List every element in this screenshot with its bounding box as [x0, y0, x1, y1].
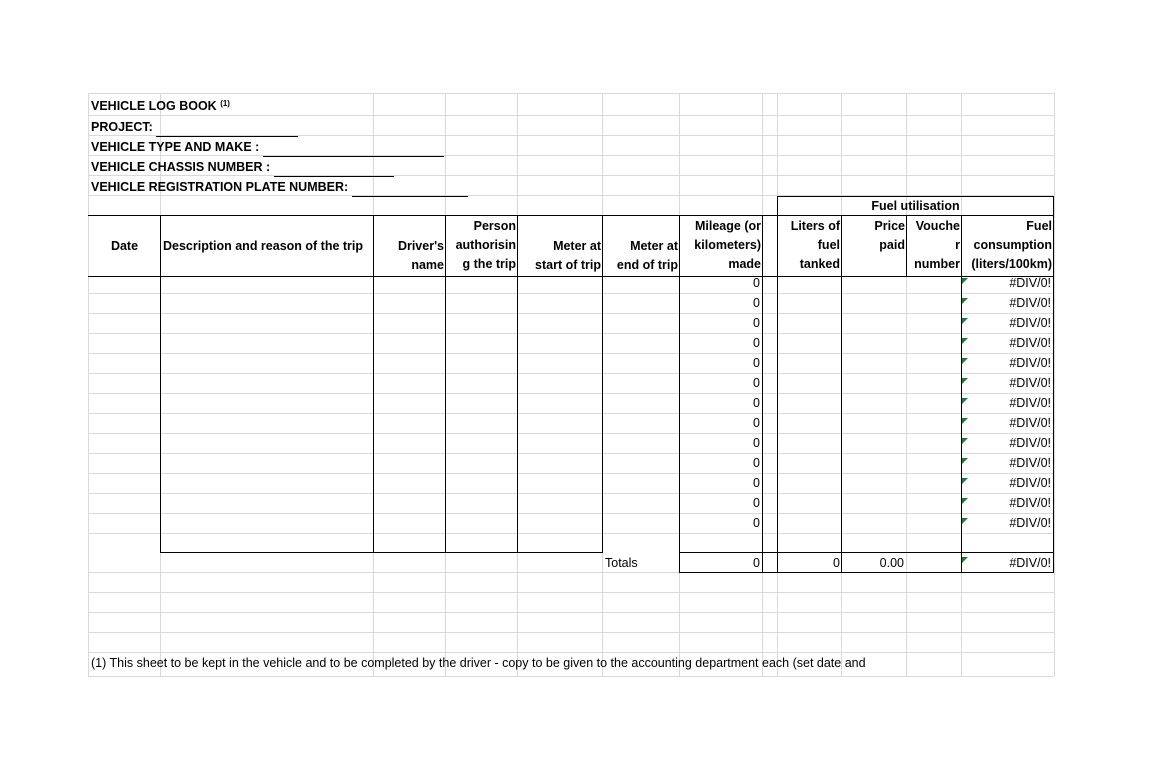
header-line: paid [879, 238, 905, 252]
gridline [88, 373, 1054, 374]
error-indicator-icon [962, 358, 968, 364]
registration-plate-input-line[interactable] [352, 184, 468, 197]
header-line: kilometers) [694, 238, 761, 252]
header-line: number [914, 257, 960, 271]
header-line: authorisin [455, 238, 516, 252]
error-indicator-icon [962, 338, 968, 344]
error-indicator-icon [962, 398, 968, 404]
table-body-bottom-border [160, 552, 603, 553]
error-indicator-icon [962, 518, 968, 524]
column-header-consumption [962, 217, 1052, 274]
mileage-cell[interactable]: 0 [753, 416, 760, 430]
consumption-cell[interactable]: #DIV/0! [1009, 496, 1051, 510]
header-line: Meter at [553, 239, 601, 253]
mileage-cell[interactable]: 0 [753, 356, 760, 370]
error-indicator-icon [962, 478, 968, 484]
header-line: consumption [973, 238, 1052, 252]
vehicle-type-input-line[interactable] [263, 144, 444, 157]
column-header-date [89, 237, 160, 256]
chassis-number-input-line[interactable] [274, 164, 394, 177]
gridline [88, 453, 1054, 454]
column-header-meter-start [518, 237, 601, 275]
gridline [88, 612, 1054, 613]
consumption-cell[interactable]: #DIV/0! [1009, 356, 1051, 370]
consumption-cell[interactable]: #DIV/0! [1009, 416, 1051, 430]
header-line: Vouche [915, 219, 960, 233]
consumption-cell[interactable]: #DIV/0! [1009, 296, 1051, 310]
footnote: (1) This sheet to be kept in the vehicle and to be completed by the driver - copy to be given to the accounting department each (set date and [91, 656, 866, 670]
column-border [160, 215, 161, 553]
gridline [88, 413, 1054, 414]
header-line: r [955, 238, 960, 252]
header-line: Driver's [397, 239, 444, 253]
gridline [1054, 93, 1055, 676]
column-header-description [163, 237, 373, 256]
totals-label: Totals [605, 556, 638, 570]
gridline [88, 632, 1054, 633]
gridline [88, 676, 1054, 677]
error-indicator-icon [962, 298, 968, 304]
consumption-cell[interactable]: #DIV/0! [1009, 376, 1051, 390]
error-indicator-icon [962, 318, 968, 324]
consumption-cell[interactable]: #DIV/0! [1009, 456, 1051, 470]
column-header-person [446, 217, 516, 274]
table-header-bottom-border [88, 276, 1054, 277]
header-line: Description and reason of the trip [163, 239, 364, 253]
project-label: PROJECT: [91, 120, 153, 134]
gridline [88, 433, 1054, 434]
totals-price-cell[interactable]: 0.00 [879, 556, 904, 570]
registration-plate-field [91, 177, 468, 197]
gridline [88, 93, 89, 676]
mileage-cell[interactable]: 0 [753, 456, 760, 470]
error-indicator-icon [962, 438, 968, 444]
title-text: VEHICLE LOG BOOK [91, 99, 217, 113]
column-header-meter-end [603, 237, 678, 275]
header-line: Person [473, 219, 516, 233]
fuel-group-right-border [1053, 196, 1054, 573]
gridline [88, 513, 1054, 514]
mileage-cell[interactable]: 0 [753, 436, 760, 450]
header-line: Meter at [630, 239, 678, 253]
gridline [88, 533, 1054, 534]
header-line: tanked [799, 257, 840, 271]
gridline [88, 115, 1054, 116]
mileage-cell[interactable]: 0 [753, 376, 760, 390]
header-line: Price [874, 219, 905, 233]
column-header-mileage [680, 217, 761, 274]
error-indicator-icon [962, 458, 968, 464]
project-field [91, 117, 298, 137]
mileage-cell[interactable]: 0 [753, 396, 760, 410]
fuel-utilisation-header: Fuel utilisation [871, 199, 960, 213]
gridline [88, 493, 1054, 494]
consumption-cell[interactable]: #DIV/0! [1009, 316, 1051, 330]
header-line: end of trip [616, 258, 678, 272]
gridline [88, 333, 1054, 334]
gridline [88, 473, 1054, 474]
header-line: made [728, 257, 761, 271]
column-border [762, 215, 763, 573]
header-line: g the trip [462, 257, 516, 271]
title-footnote-marker: (1) [220, 99, 230, 108]
column-header-voucher [907, 217, 960, 274]
header-line: Date [110, 239, 139, 253]
consumption-cell[interactable]: #DIV/0! [1009, 276, 1051, 290]
gridline [88, 393, 1054, 394]
mileage-cell[interactable]: 0 [753, 516, 760, 530]
gridline [88, 353, 1054, 354]
column-border [841, 215, 842, 573]
mileage-cell[interactable]: 0 [753, 316, 760, 330]
totals-liters-cell[interactable]: 0 [833, 556, 840, 570]
vehicle-type-label: VEHICLE TYPE AND MAKE : [91, 140, 260, 154]
chassis-number-field [91, 157, 394, 177]
consumption-cell[interactable]: #DIV/0! [1009, 476, 1051, 490]
gridline [906, 93, 907, 676]
gridline [88, 93, 1054, 94]
header-line: Fuel [1026, 219, 1052, 233]
consumption-cell[interactable]: #DIV/0! [1009, 336, 1051, 350]
vehicle-type-field [91, 137, 444, 157]
error-indicator-icon [962, 418, 968, 424]
header-line: fuel [817, 238, 840, 252]
gridline [88, 592, 1054, 593]
page-title [91, 96, 230, 116]
totals-mileage-cell[interactable]: 0 [753, 556, 760, 570]
registration-plate-label: VEHICLE REGISTRATION PLATE NUMBER: [91, 180, 349, 194]
mileage-cell[interactable]: 0 [753, 336, 760, 350]
consumption-cell[interactable]: #DIV/0! [1009, 516, 1051, 530]
error-indicator-icon [962, 378, 968, 384]
totals-consumption-cell[interactable]: #DIV/0! [1009, 556, 1051, 570]
error-indicator-icon [962, 278, 968, 284]
column-header-price [842, 217, 905, 255]
column-header-liters [778, 217, 840, 274]
header-line: (liters/100km) [971, 257, 1052, 271]
mileage-cell[interactable]: 0 [753, 476, 760, 490]
header-line: start of trip [535, 258, 601, 272]
project-input-line[interactable] [156, 124, 298, 137]
chassis-number-label: VEHICLE CHASSIS NUMBER : [91, 160, 271, 174]
mileage-cell[interactable]: 0 [753, 276, 760, 290]
header-line: Mileage (or [695, 219, 761, 233]
consumption-cell[interactable]: #DIV/0! [1009, 396, 1051, 410]
column-header-driver [374, 237, 444, 275]
consumption-cell[interactable]: #DIV/0! [1009, 436, 1051, 450]
mileage-cell[interactable]: 0 [753, 296, 760, 310]
gridline [88, 313, 1054, 314]
header-line: name [411, 258, 444, 272]
mileage-cell[interactable]: 0 [753, 496, 760, 510]
error-indicator-icon [962, 498, 968, 504]
gridline [88, 293, 1054, 294]
header-line: Liters of [790, 219, 840, 233]
